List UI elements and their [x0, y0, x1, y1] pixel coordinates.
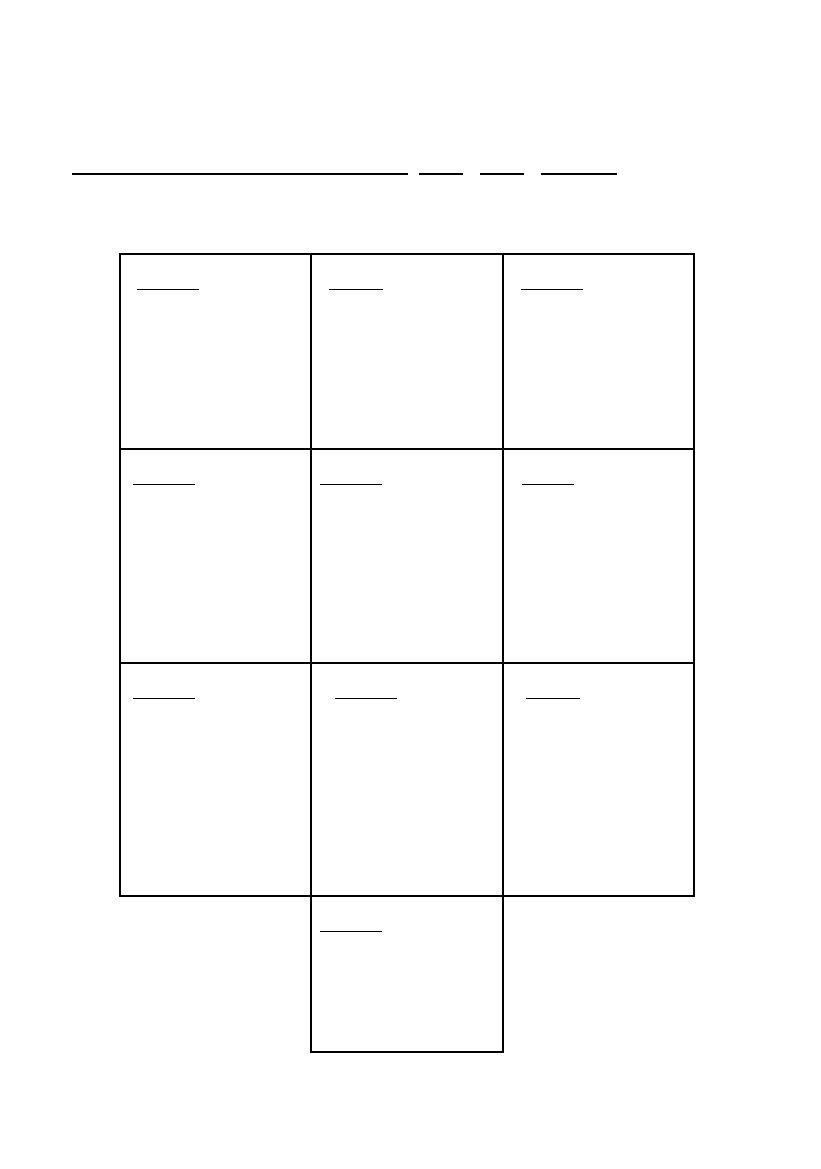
tree-border-top [38, 30, 786, 64]
apple-icons [312, 664, 504, 897]
cell-cashews [310, 253, 504, 450]
pineapple-icon [312, 897, 504, 1053]
cell-mangoes [502, 662, 695, 897]
date-day-field[interactable] [419, 155, 463, 175]
cashew-icons [312, 255, 504, 450]
cell-pineapple [310, 895, 504, 1053]
tree-border-bottom [38, 1100, 786, 1134]
strawberry-icons [504, 450, 695, 664]
name-field[interactable] [72, 155, 408, 175]
cell-apples [310, 662, 504, 897]
cell-papayas [310, 448, 504, 664]
date-month-field[interactable] [480, 155, 524, 175]
tree-border-left [38, 64, 60, 1100]
papaya-icons [312, 450, 504, 664]
banana-icons [121, 450, 312, 664]
cell-bananas [119, 448, 312, 664]
cell-watermelons [119, 662, 312, 897]
cell-strawberries [502, 448, 695, 664]
watermelon-icons [121, 664, 312, 897]
cell-pears [502, 253, 695, 450]
mango-icons [504, 664, 695, 897]
date-year-field[interactable] [541, 155, 617, 175]
pear-icons [504, 255, 695, 450]
orange-icons [121, 255, 312, 450]
name-date-line [68, 154, 728, 175]
tree-border-right [764, 64, 786, 1100]
cell-oranges [119, 253, 312, 450]
